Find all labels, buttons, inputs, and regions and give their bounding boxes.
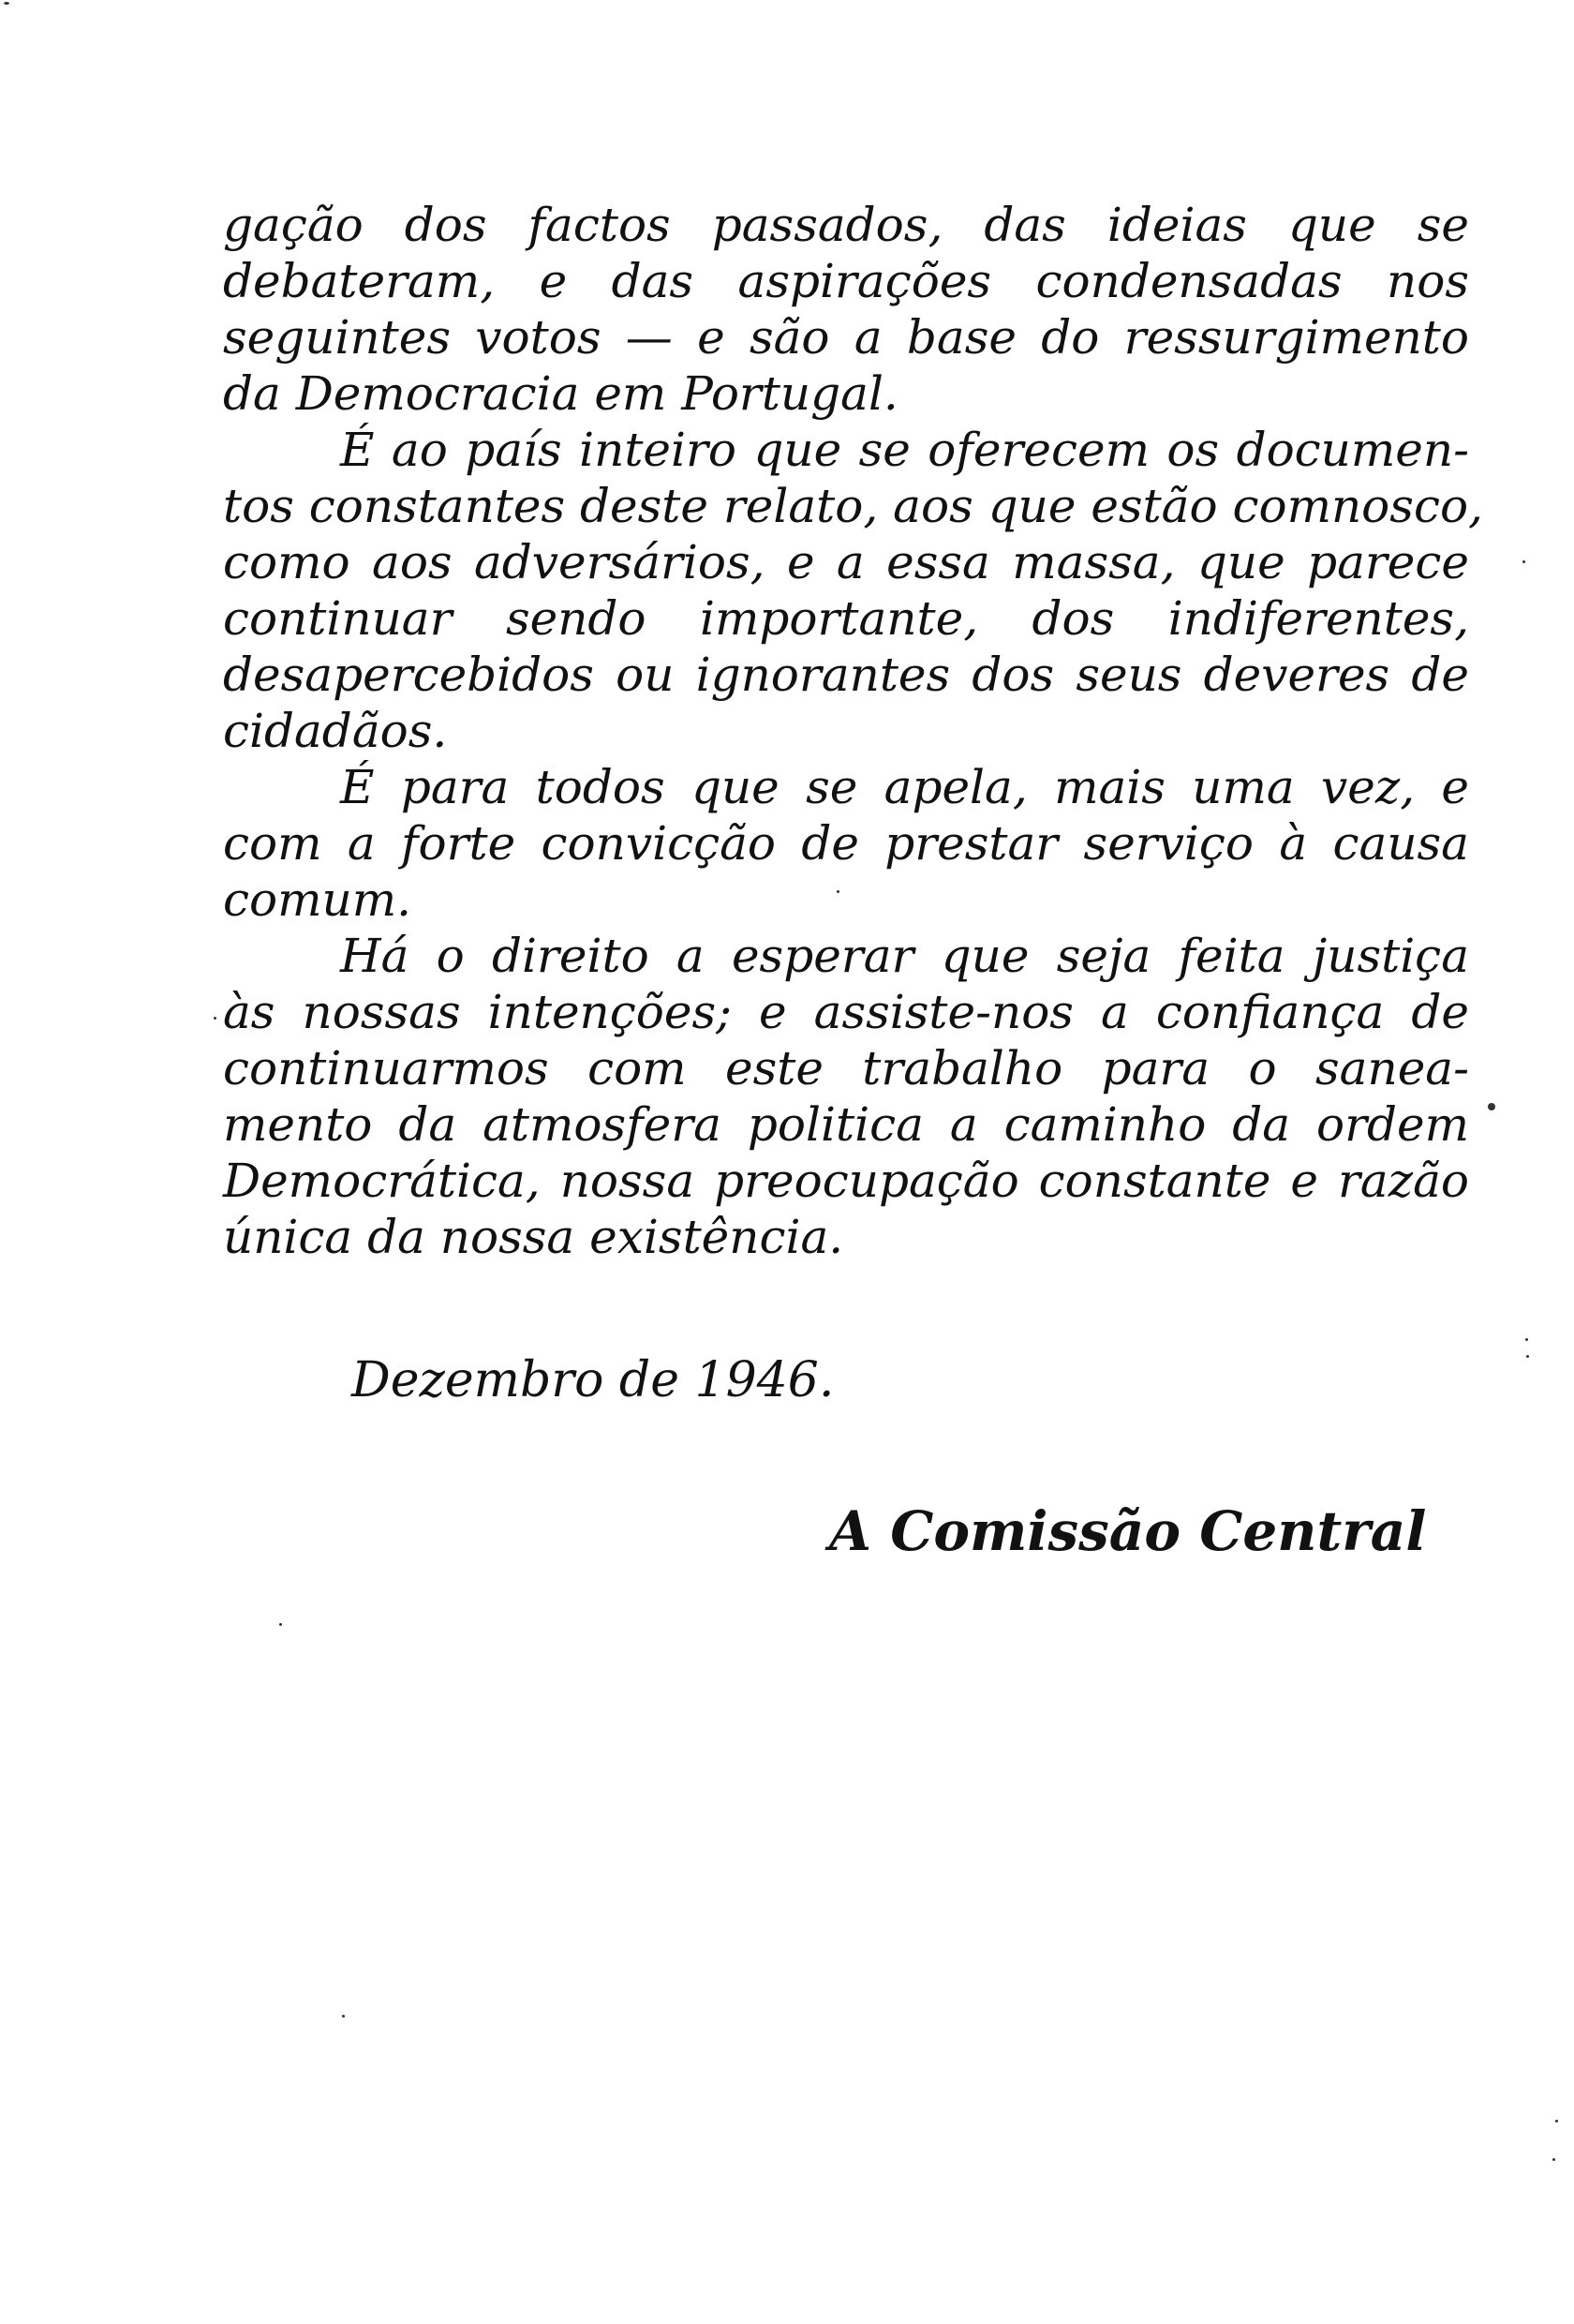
signature: A Comissão Central (829, 1499, 1427, 1563)
text-line: É ao país inteiro que se oferecem os documen- (340, 423, 1469, 477)
paragraph (223, 197, 1469, 422)
text-line: Democrática, nossa preocupação constante e razão (223, 1154, 1469, 1208)
text-line: às nossas intenções; e assiste-nos a confiança de (223, 985, 1469, 1039)
scan-speck (1488, 1103, 1495, 1110)
scan-speck (4, 2, 9, 5)
text-line: seguintes votos — e são a base do ressurgimento (223, 310, 1469, 365)
text-line: mento da atmosfera politica a caminho da ordem (223, 1097, 1469, 1152)
text-line: continuarmos com este trabalho para o sanea- (223, 1041, 1469, 1095)
text-line: Há o direito a esperar que seja feita justiça (340, 929, 1469, 983)
paragraph (223, 759, 1469, 928)
body-text (223, 197, 1483, 1265)
text-line: única da nossa existência. (223, 1210, 844, 1264)
text-line: debateram, e das aspirações condensadas nos (223, 254, 1469, 308)
text-line: continuar sendo importante, dos indiferentes, (223, 591, 1469, 646)
paragraph (223, 928, 1469, 1265)
text-line: desapercebidos ou ignorantes dos seus deveres de (223, 648, 1469, 702)
scan-speck (1526, 1355, 1529, 1358)
document-date: Dezembro de 1946. (351, 1352, 835, 1408)
text-line: gação dos factos passados, das ideias que se (223, 198, 1469, 252)
scan-speck (1552, 2158, 1555, 2161)
scan-speck (342, 2015, 345, 2018)
scan-speck (1555, 2120, 1558, 2123)
scan-speck (279, 1623, 282, 1626)
paragraph (223, 422, 1483, 759)
text-line: com a forte convicção de prestar serviço à causa (223, 816, 1469, 871)
scan-speck (1525, 1338, 1528, 1341)
scan-speck (837, 890, 839, 893)
scan-speck (1522, 560, 1525, 563)
text-line: como aos adversários, e a essa massa, que parece (223, 535, 1469, 589)
scan-speck (214, 1017, 216, 1020)
text-line: cidadãos. (223, 704, 448, 758)
text-line: comum. (223, 872, 412, 927)
text-line: tos constantes deste relato, aos que estão comnosco, (223, 479, 1483, 533)
text-line: da Democracia em Portugal. (223, 366, 898, 421)
text-line: É para todos que se apela, mais uma vez, e (340, 760, 1469, 814)
